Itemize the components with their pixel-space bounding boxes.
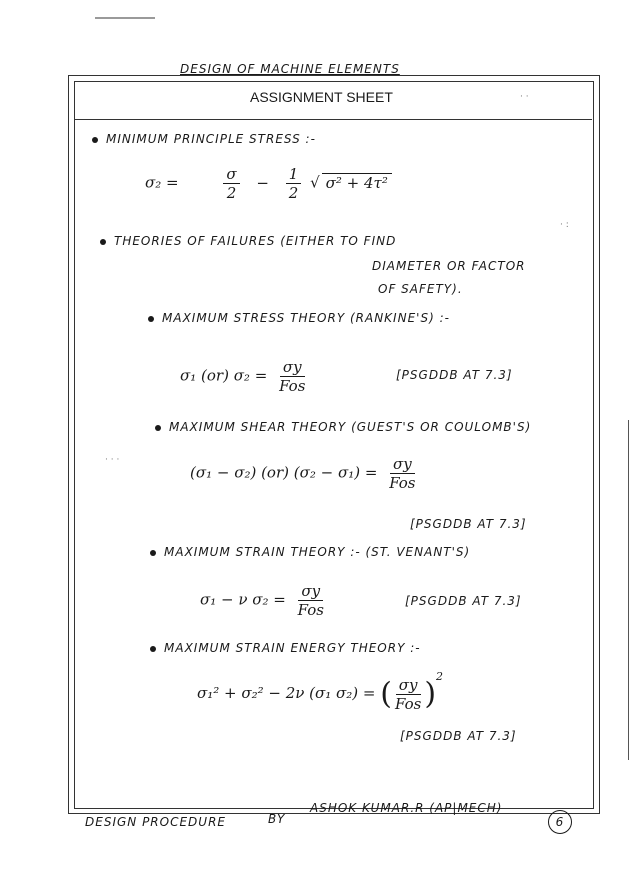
equation-min-principal-stress: σ₂ = $\frac{\sigma}{2}$ − $\frac{1}{2}$ √ σ² + 4τ² bbox=[145, 165, 392, 202]
section-max-strain-theory: MAXIMUM STRAIN THEORY :- (ST. VENANT'S) bbox=[150, 545, 470, 559]
section-text-line: OF SAFETY). bbox=[378, 282, 463, 296]
scan-specks: · · bbox=[520, 92, 529, 102]
square-root-term: σ² + 4τ² bbox=[322, 173, 392, 192]
bullet-icon bbox=[92, 137, 98, 143]
bullet-icon bbox=[148, 316, 154, 322]
scan-edge-line bbox=[628, 420, 629, 760]
reference-note: [PSGDDB AT 7.3] bbox=[396, 368, 513, 382]
scan-specks: · · · bbox=[105, 455, 120, 465]
section-text-line: DIAMETER OR FACTOR bbox=[372, 259, 526, 273]
section-theories-of-failure: THEORIES OF FAILURES (EITHER TO FIND bbox=[100, 234, 396, 248]
bullet-icon bbox=[150, 550, 156, 556]
fraction: $\frac{\sigma}{2}$ bbox=[223, 165, 239, 202]
section-max-shear-theory: MAXIMUM SHEAR THEORY (GUEST'S OR COULOMB'S) bbox=[155, 420, 531, 434]
section-min-principal-stress bbox=[92, 132, 316, 146]
footer-by: BY bbox=[268, 812, 286, 826]
fraction: $\frac{1}{2}$ bbox=[286, 165, 302, 202]
section-max-strain-energy-theory: MAXIMUM STRAIN ENERGY THEORY :- bbox=[150, 641, 421, 655]
reference-note: [PSGDDB AT 7.3] bbox=[405, 594, 522, 608]
footer-left-text: DESIGN PROCEDURE bbox=[85, 815, 226, 829]
page-title: DESIGN OF MACHINE ELEMENTS bbox=[180, 62, 400, 76]
equation-max-stress: σ₁ (or) σ₂ = $\frac{\sigma y}{\text{Fos}}$ bbox=[180, 358, 312, 395]
fraction: $\frac{\sigma y}{\text{Fos}}$ bbox=[279, 358, 306, 395]
equation-lhs: σ₂ = bbox=[145, 173, 179, 192]
bullet-icon bbox=[100, 239, 106, 245]
equation-max-strain: σ₁ − ν σ₂ = $\frac{\sigma y}{\text{Fos}}$ bbox=[200, 582, 331, 619]
minus-sign: − bbox=[256, 173, 269, 192]
section-max-stress-theory: MAXIMUM STRESS THEORY (RANKINE'S) :- bbox=[148, 311, 450, 325]
scan-mark bbox=[95, 17, 155, 19]
equation-max-shear: (σ₁ − σ₂) (or) (σ₂ − σ₁) = $\frac{\sigma y}{\text{Fos}}$ bbox=[190, 455, 423, 492]
section-label: MINIMUM PRINCIPLE STRESS :- bbox=[106, 132, 316, 146]
page-number: 6 bbox=[548, 810, 572, 834]
bullet-icon bbox=[155, 425, 161, 431]
footer-author: ASHOK KUMAR.R (AP|MECH) bbox=[310, 801, 503, 815]
bullet-icon bbox=[150, 646, 156, 652]
fraction: $\frac{\sigma y}{\text{Fos}}$ bbox=[389, 455, 416, 492]
exponent: 2 bbox=[436, 670, 444, 683]
reference-note: [PSGDDB AT 7.3] bbox=[410, 517, 527, 531]
fraction: $\frac{\sigma y}{\text{Fos}}$ bbox=[394, 675, 422, 713]
reference-note: [PSGDDB AT 7.3] bbox=[400, 729, 517, 743]
scan-specks: · : bbox=[560, 220, 569, 230]
fraction: $\frac{\sigma y}{\text{Fos}}$ bbox=[297, 582, 324, 619]
equation-max-strain-energy: σ₁² + σ₂² − 2ν (σ₁ σ₂) = ( $\frac{\sigma y}{\text{Fos}}$ )$^2$ bbox=[197, 670, 444, 713]
sheet-label: ASSIGNMENT SHEET bbox=[250, 89, 393, 105]
